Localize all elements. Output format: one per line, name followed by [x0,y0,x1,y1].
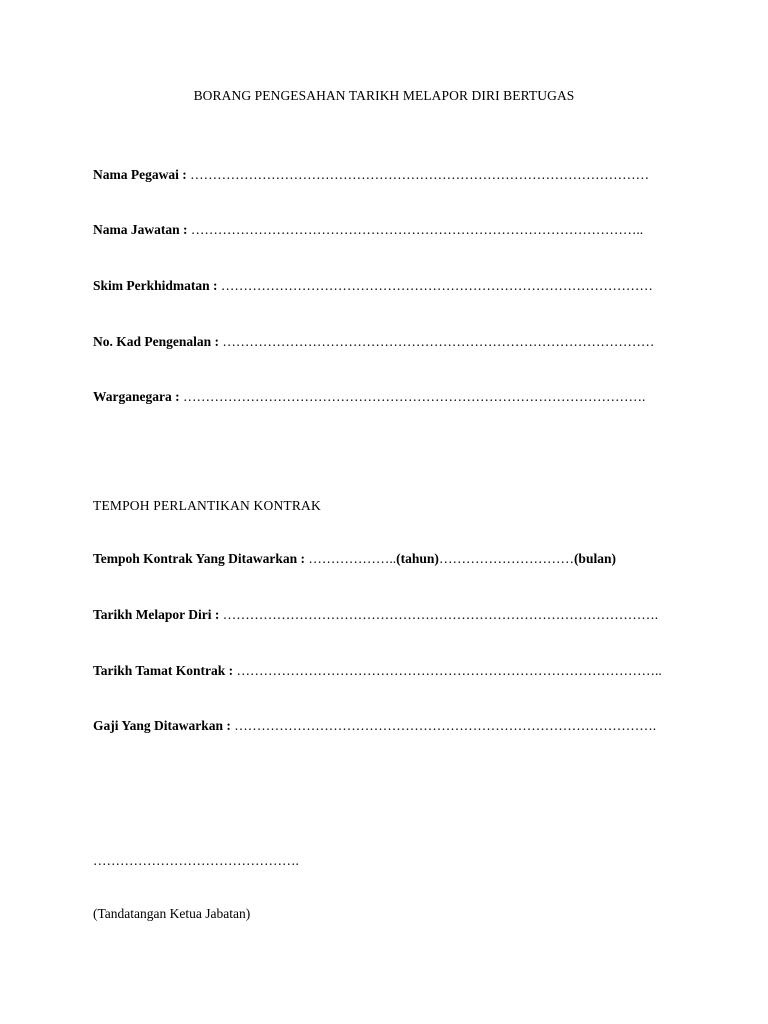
field-nama-pegawai [93,167,649,183]
signature-caption: (Tandatangan Ketua Jabatan) [93,906,251,921]
field-label: Nama Jawatan : [93,222,188,237]
field-fill-line: …………………………………………………………………………………………. [179,389,646,404]
field-label: Warganegara : [93,389,180,404]
field-fill-line: …………………………………………………………………………………… [217,278,653,293]
document-title: BORANG PENGESAHAN TARIKH MELAPOR DIRI BERTUGAS [193,88,575,103]
field-fill-line: ……………………………………………………………………………………. [219,607,659,622]
field-fill-line: ……………………………………………………………………………………….. [187,222,644,237]
field-fill-line: ………………………………………………………………………………………… [186,167,650,182]
field-fill-line-years: ……………….. [305,551,397,566]
field-skim-perkhidmatan [93,278,653,294]
field-label: Tarikh Tamat Kontrak : [93,663,234,678]
section-heading: TEMPOH PERLANTIKAN KONTRAK [93,498,321,513]
field-warganegara [93,389,645,405]
field-label: No. Kad Pengenalan : [93,334,220,349]
field-tarikh-tamat-kontrak [93,663,662,679]
field-fill-line: ………………………………………………………………………………….. [233,663,662,678]
field-label: Tempoh Kontrak Yang Ditawarkan : [93,551,306,566]
field-label: Tarikh Melapor Diri : [93,607,220,622]
field-tarikh-melapor-diri [93,607,658,623]
unit-months: (bulan) [573,551,616,566]
field-fill-line: …………………………………………………………………………………… [219,334,655,349]
field-fill-line: …………………………………………………………………………………. [230,718,657,733]
signature-line: ………………………………………. [93,853,299,868]
field-label: Nama Pegawai : [93,167,187,182]
field-label: Skim Perkhidmatan : [93,278,218,293]
field-gaji-yang-ditawarkan [93,718,656,734]
field-label: Gaji Yang Ditawarkan : [93,718,231,733]
field-nama-jawatan [93,222,643,238]
unit-years: (tahun) [396,551,439,566]
field-tempoh-kontrak [93,551,616,567]
field-no-kad-pengenalan [93,334,654,350]
field-fill-line-months: ………………………… [438,551,574,566]
